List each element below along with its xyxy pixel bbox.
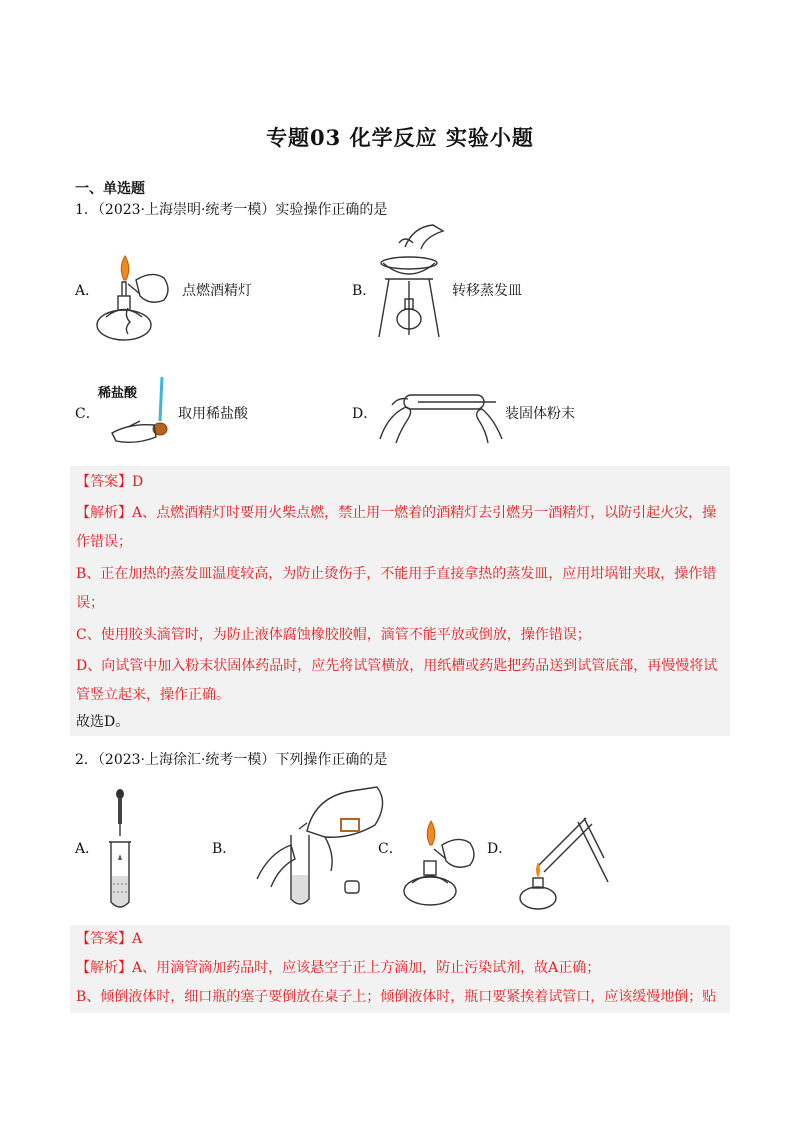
q2-option-d-letter: D． bbox=[487, 841, 513, 857]
q1-option-d-letter: D． bbox=[352, 406, 378, 422]
q2-answer-box bbox=[70, 925, 730, 1013]
dropper-horizontal-illustration bbox=[110, 375, 180, 445]
dilute-hcl-label: 稀盐酸 bbox=[98, 386, 138, 401]
q1-option-b-letter: B． bbox=[352, 283, 377, 299]
q1-analysis-line: B、正在加热的蒸发皿温度较高，为防止烫伤手，不能用手直接拿热的蒸发皿，应用坩埚钳夹取，操作错 bbox=[76, 566, 717, 582]
q1-analysis-line: D、向试管中加入粉末状固体药品时，应先将试管横放，用纸槽或药匙把药品送到试管底部，再慢慢将试 bbox=[76, 658, 718, 674]
q1-analysis-line: C、使用胶头滴管时，为防止液体腐蚀橡胶胶帽，滴管不能平放或倒放，操作错误； bbox=[76, 627, 591, 643]
section-heading: 一、单选题 bbox=[75, 181, 145, 197]
q1-option-c-caption: 取用稀盐酸 bbox=[178, 406, 248, 422]
dropper-above-test-tube-illustration bbox=[105, 788, 135, 913]
page-title: 专题03 化学反应 实验小题 bbox=[266, 125, 534, 150]
q1-conclusion: 故选D。 bbox=[76, 714, 130, 730]
q1-option-a-caption: 点燃酒精灯 bbox=[182, 283, 252, 299]
q1-option-b-caption: 转移蒸发皿 bbox=[452, 283, 522, 299]
pouring-liquid-illustration bbox=[255, 775, 395, 910]
powder-into-test-tube-illustration bbox=[378, 385, 504, 445]
question-1-stem: 1．（2023·上海崇明·统考一模）实验操作正确的是 bbox=[75, 202, 388, 218]
q1-option-c-letter: C． bbox=[75, 406, 100, 422]
q1-answer-box bbox=[70, 466, 730, 736]
q1-option-a-letter: A． bbox=[75, 283, 100, 299]
q2-option-c-letter: C． bbox=[378, 841, 403, 857]
heating-test-tube-illustration bbox=[508, 808, 618, 913]
q2-option-b-letter: B． bbox=[212, 841, 237, 857]
q2-answer: 【答案】A bbox=[76, 931, 143, 947]
q2-option-a-letter: A． bbox=[75, 841, 100, 857]
alcohol-lamp-ignite-illustration bbox=[400, 815, 485, 910]
q1-analysis-line: 管竖立起来，操作正确。 bbox=[76, 687, 230, 703]
q2-analysis-line: 【解析】A、用滴管滴加药品时，应该悬空于正上方滴加，防止污染试剂，故A正确； bbox=[76, 960, 601, 976]
question-2-stem: 2．（2023·上海徐汇·统考一模）下列操作正确的是 bbox=[75, 752, 388, 768]
q2-analysis-line: B、倾倒液体时，细口瓶的塞子要倒放在桌子上；倾倒液体时，瓶口要紧挨着试管口，应该缓慢地倒；贴 bbox=[76, 989, 717, 1005]
alcohol-lamp-ignite-illustration bbox=[92, 250, 182, 345]
q1-option-d-caption: 装固体粉末 bbox=[505, 406, 575, 422]
q1-analysis-line: 作错误； bbox=[76, 534, 132, 550]
q1-analysis-line: 【解析】A、点燃酒精灯时要用火柴点燃，禁止用一燃着的酒精灯去引燃另一酒精灯，以防引起火灾，操 bbox=[76, 505, 717, 521]
q1-analysis-line: 误； bbox=[76, 595, 104, 611]
evaporating-dish-tripod-illustration bbox=[375, 223, 445, 341]
q1-answer: 【答案】D bbox=[76, 474, 144, 490]
